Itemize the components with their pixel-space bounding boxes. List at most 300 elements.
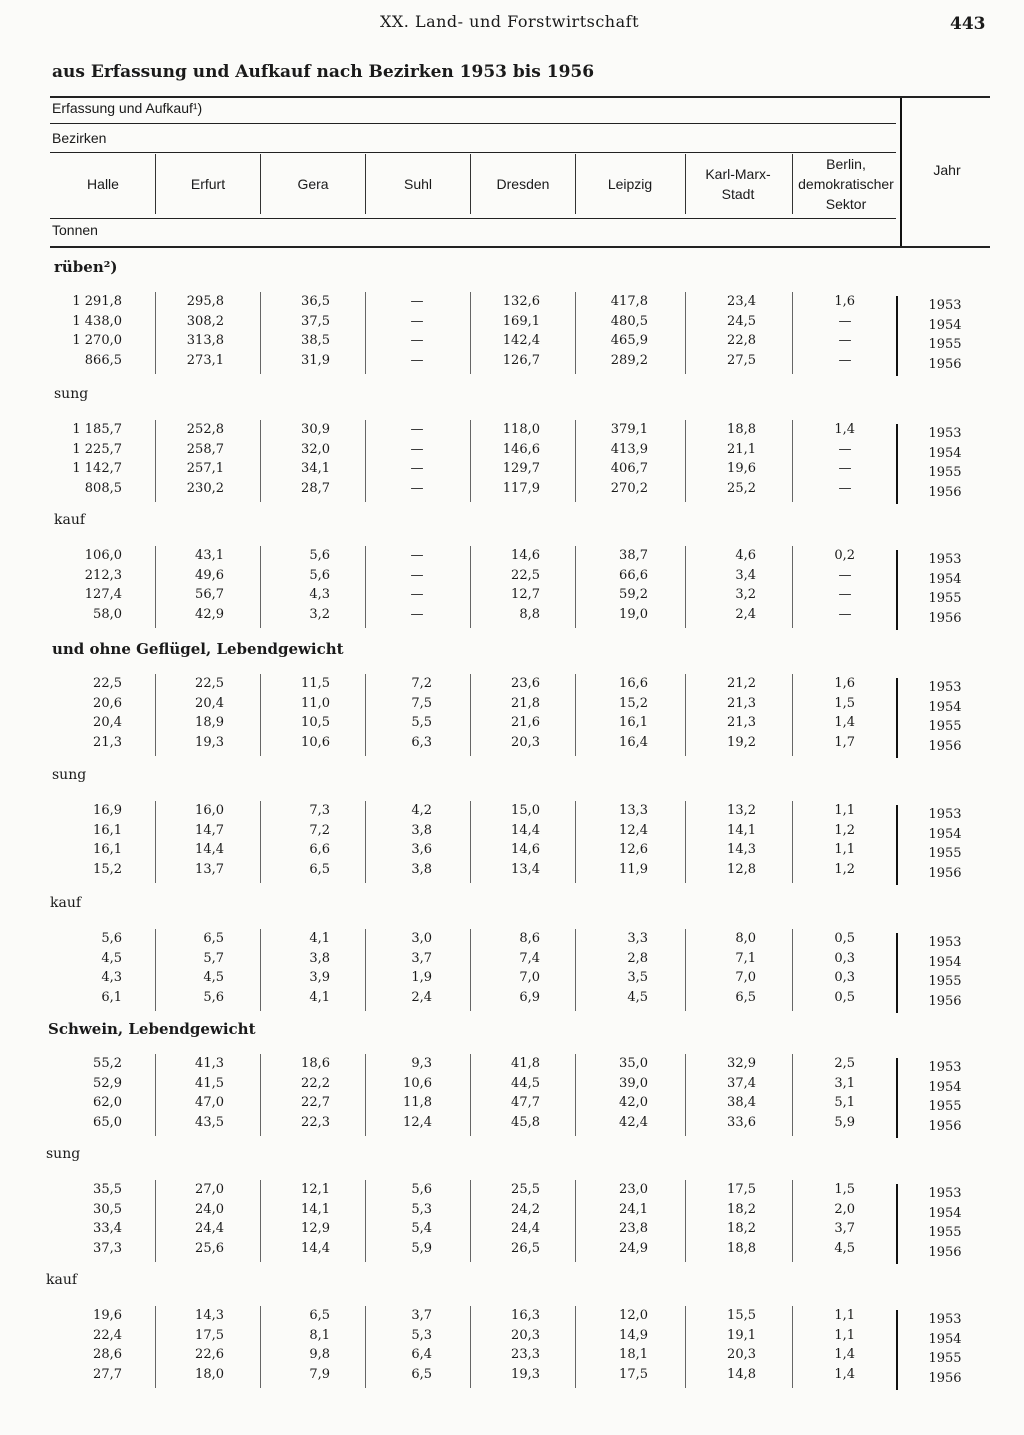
value-cell: 3,3 xyxy=(627,931,648,946)
value-cell: 1,9 xyxy=(411,970,432,985)
value-cell: 1,2 xyxy=(834,861,855,877)
value-cell: 808,5 xyxy=(84,480,122,496)
column-header-suhl: Suhl xyxy=(403,176,433,192)
empty-cell: — xyxy=(838,606,852,622)
column-rule xyxy=(260,1306,261,1388)
column-rule xyxy=(575,546,576,628)
value-cell: 1,1 xyxy=(834,803,855,818)
value-cell: 5,6 xyxy=(309,567,330,583)
value-cell: 7,5 xyxy=(411,695,432,711)
value-cell: 21,2 xyxy=(727,676,756,691)
year-cell: 1954 xyxy=(928,445,962,461)
header-bottom-rule xyxy=(50,246,990,248)
value-cell: 2,4 xyxy=(411,989,432,1005)
year-cell: 1954 xyxy=(928,1079,962,1095)
value-cell: 417,8 xyxy=(610,294,648,309)
column-header-erfurt: Erfurt xyxy=(190,176,226,192)
value-cell: 4,6 xyxy=(735,548,756,563)
value-cell: 52,9 xyxy=(93,1075,122,1091)
value-cell: 20,4 xyxy=(195,695,224,711)
value-cell: 5,4 xyxy=(411,1221,432,1236)
value-cell: 38,4 xyxy=(727,1095,756,1110)
year-rule xyxy=(896,678,898,758)
header-rule-2 xyxy=(50,152,896,153)
value-cell: 22,5 xyxy=(195,676,224,691)
value-cell: 230,2 xyxy=(186,480,224,496)
value-cell: 3,8 xyxy=(411,822,432,838)
value-cell: 16,0 xyxy=(195,803,224,818)
value-cell: 43,1 xyxy=(195,548,224,563)
value-cell: 12,4 xyxy=(619,822,648,838)
section-label: rüben²) xyxy=(54,258,118,276)
header-col-rule xyxy=(155,154,156,214)
column-rule xyxy=(685,546,686,628)
value-cell: 11,9 xyxy=(619,861,648,877)
column-rule xyxy=(685,292,686,374)
value-cell: 11,8 xyxy=(403,1095,432,1110)
value-cell: 252,8 xyxy=(186,422,224,437)
value-cell: 17,5 xyxy=(195,1327,224,1343)
column-header-karl-marx-stadt: Karl-Marx-Stadt xyxy=(705,166,771,202)
value-cell: 37,3 xyxy=(93,1240,122,1256)
value-cell: 16,9 xyxy=(93,803,122,818)
value-cell: 37,5 xyxy=(301,313,330,329)
value-cell: 27,0 xyxy=(195,1182,224,1197)
value-cell: 13,2 xyxy=(727,803,756,818)
column-rule xyxy=(470,292,471,374)
value-cell: 14,3 xyxy=(195,1308,224,1323)
value-cell: 127,4 xyxy=(84,587,122,602)
value-cell: 25,5 xyxy=(511,1182,540,1197)
empty-cell: — xyxy=(838,567,852,583)
empty-cell: — xyxy=(410,441,424,457)
header-bezirken-label: Bezirken xyxy=(52,130,107,146)
year-cell: 1954 xyxy=(928,317,962,333)
value-cell: 32,0 xyxy=(301,441,330,457)
year-cell: 1954 xyxy=(928,571,962,587)
year-cell: 1955 xyxy=(928,974,962,989)
value-cell: 5,6 xyxy=(309,548,330,563)
value-cell: 12,0 xyxy=(619,1308,648,1323)
value-cell: 4,1 xyxy=(309,989,330,1005)
column-rule xyxy=(365,801,366,883)
value-cell: 6,5 xyxy=(203,931,224,946)
value-cell: 41,8 xyxy=(511,1056,540,1071)
value-cell: 20,4 xyxy=(93,715,122,730)
value-cell: 62,0 xyxy=(93,1095,122,1110)
value-cell: 15,5 xyxy=(727,1308,756,1323)
value-cell: 146,6 xyxy=(502,441,540,457)
value-cell: 406,7 xyxy=(610,461,648,476)
value-cell: 3,4 xyxy=(735,567,756,583)
column-rule xyxy=(155,1180,156,1262)
value-cell: 42,9 xyxy=(195,606,224,622)
value-cell: 18,2 xyxy=(727,1201,756,1217)
header-group-label: Erfassung und Aufkauf¹) xyxy=(52,100,203,116)
column-rule xyxy=(365,1054,366,1136)
value-cell: 17,5 xyxy=(727,1182,756,1197)
value-cell: 2,4 xyxy=(735,606,756,622)
column-rule xyxy=(470,1180,471,1262)
year-cell: 1955 xyxy=(928,1351,962,1366)
column-rule xyxy=(260,292,261,374)
column-rule xyxy=(260,1054,261,1136)
value-cell: 273,1 xyxy=(186,352,224,368)
value-cell: 22,7 xyxy=(301,1095,330,1110)
value-cell: 3,7 xyxy=(411,1308,432,1323)
value-cell: 4,2 xyxy=(411,803,432,818)
value-cell: 66,6 xyxy=(619,567,648,583)
value-cell: 5,9 xyxy=(834,1114,855,1130)
value-cell: 8,1 xyxy=(309,1327,330,1343)
value-cell: 30,5 xyxy=(93,1201,122,1217)
value-cell: 14,4 xyxy=(511,822,540,838)
value-cell: 22,3 xyxy=(301,1114,330,1130)
empty-cell: — xyxy=(410,567,424,583)
empty-cell: — xyxy=(410,422,424,437)
column-rule xyxy=(685,1054,686,1136)
value-cell: 30,9 xyxy=(301,422,330,437)
value-cell: 13,3 xyxy=(619,803,648,818)
value-cell: 169,1 xyxy=(502,313,540,329)
empty-cell: — xyxy=(838,441,852,457)
value-cell: 4,5 xyxy=(101,950,122,966)
value-cell: 7,3 xyxy=(309,803,330,818)
year-cell: 1956 xyxy=(928,484,962,500)
value-cell: 126,7 xyxy=(502,352,540,368)
value-cell: 65,0 xyxy=(93,1114,122,1130)
empty-cell: — xyxy=(410,294,424,309)
value-cell: 14,1 xyxy=(301,1201,330,1217)
value-cell: 6,5 xyxy=(735,989,756,1005)
value-cell: 15,2 xyxy=(93,861,122,877)
value-cell: 6,1 xyxy=(101,989,122,1005)
value-cell: 3,6 xyxy=(411,842,432,857)
value-cell: 132,6 xyxy=(502,294,540,309)
running-head: XX. Land- und Forstwirtschaft xyxy=(380,12,639,31)
value-cell: 12,4 xyxy=(403,1114,432,1130)
value-cell: 12,7 xyxy=(511,587,540,602)
column-rule xyxy=(365,546,366,628)
value-cell: 295,8 xyxy=(186,294,224,309)
value-cell: 4,5 xyxy=(627,989,648,1005)
value-cell: 17,5 xyxy=(619,1366,648,1382)
value-cell: 14,6 xyxy=(511,548,540,563)
column-rule xyxy=(470,801,471,883)
value-cell: 18,0 xyxy=(195,1366,224,1382)
value-cell: 7,1 xyxy=(735,950,756,966)
header-top-rule xyxy=(50,96,990,98)
value-cell: 31,9 xyxy=(301,352,330,368)
value-cell: 7,2 xyxy=(309,822,330,838)
value-cell: 3,5 xyxy=(627,970,648,985)
column-rule xyxy=(792,420,793,502)
column-rule xyxy=(575,1054,576,1136)
value-cell: 47,7 xyxy=(511,1095,540,1110)
value-cell: 21,3 xyxy=(727,695,756,711)
value-cell: 33,4 xyxy=(93,1221,122,1236)
value-cell: 39,0 xyxy=(619,1075,648,1091)
header-rule-3 xyxy=(50,218,896,219)
value-cell: 20,3 xyxy=(511,734,540,750)
empty-cell: — xyxy=(410,333,424,348)
column-rule xyxy=(685,1306,686,1388)
year-cell: 1955 xyxy=(928,1225,962,1240)
value-cell: 212,3 xyxy=(84,567,122,583)
value-cell: 14,9 xyxy=(619,1327,648,1343)
value-cell: 36,5 xyxy=(301,294,330,309)
value-cell: 289,2 xyxy=(610,352,648,368)
value-cell: 1,4 xyxy=(834,1347,855,1362)
column-header-gera: Gera xyxy=(297,176,329,192)
column-rule xyxy=(470,929,471,1011)
value-cell: 2,8 xyxy=(627,950,648,966)
year-cell: 1955 xyxy=(928,719,962,734)
value-cell: 20,3 xyxy=(511,1327,540,1343)
year-cell: 1956 xyxy=(928,356,962,372)
value-cell: 19,0 xyxy=(619,606,648,622)
value-cell: 25,2 xyxy=(727,480,756,496)
value-cell: 6,9 xyxy=(519,989,540,1005)
year-cell: 1955 xyxy=(928,846,962,861)
value-cell: 38,7 xyxy=(619,548,648,563)
column-rule xyxy=(260,674,261,756)
section-label: sung xyxy=(54,386,89,402)
column-rule xyxy=(685,801,686,883)
year-rule xyxy=(896,1058,898,1138)
value-cell: 21,6 xyxy=(511,715,540,730)
value-cell: 0,5 xyxy=(834,931,855,946)
column-rule xyxy=(575,1180,576,1262)
value-cell: 35,0 xyxy=(619,1056,648,1071)
value-cell: 7,0 xyxy=(519,970,540,985)
column-rule xyxy=(260,929,261,1011)
value-cell: 28,7 xyxy=(301,480,330,496)
value-cell: 0,2 xyxy=(834,548,855,563)
value-cell: 12,6 xyxy=(619,842,648,857)
value-cell: 59,2 xyxy=(619,587,648,602)
value-cell: 58,0 xyxy=(93,606,122,622)
value-cell: 6,5 xyxy=(411,1366,432,1382)
value-cell: 19,2 xyxy=(727,734,756,750)
value-cell: 16,1 xyxy=(619,715,648,730)
value-cell: 24,4 xyxy=(511,1221,540,1236)
value-cell: 23,4 xyxy=(727,294,756,309)
header-col-rule xyxy=(365,154,366,214)
value-cell: 18,6 xyxy=(301,1056,330,1071)
empty-cell: — xyxy=(410,606,424,622)
value-cell: 1 438,0 xyxy=(72,313,122,329)
year-cell: 1953 xyxy=(928,680,962,695)
value-cell: 7,2 xyxy=(411,676,432,691)
value-cell: 11,0 xyxy=(301,695,330,711)
value-cell: 117,9 xyxy=(502,480,540,496)
empty-cell: — xyxy=(410,313,424,329)
column-rule xyxy=(575,801,576,883)
value-cell: 24,4 xyxy=(195,1221,224,1236)
year-rule xyxy=(896,550,898,630)
value-cell: 379,1 xyxy=(610,422,648,437)
column-rule xyxy=(155,674,156,756)
value-cell: 14,4 xyxy=(195,842,224,857)
value-cell: 41,5 xyxy=(195,1075,224,1091)
year-cell: 1956 xyxy=(928,1370,962,1386)
value-cell: 3,1 xyxy=(834,1075,855,1091)
value-cell: 15,0 xyxy=(511,803,540,818)
section-label: und ohne Geflügel, Lebendgewicht xyxy=(52,640,344,658)
value-cell: 24,9 xyxy=(619,1240,648,1256)
value-cell: 23,6 xyxy=(511,676,540,691)
empty-cell: — xyxy=(410,480,424,496)
column-rule xyxy=(470,546,471,628)
value-cell: 14,7 xyxy=(195,822,224,838)
value-cell: 4,5 xyxy=(834,1240,855,1256)
value-cell: 22,4 xyxy=(93,1327,122,1343)
column-rule xyxy=(792,1054,793,1136)
value-cell: 45,8 xyxy=(511,1114,540,1130)
value-cell: 4,3 xyxy=(309,587,330,602)
column-rule xyxy=(792,674,793,756)
empty-cell: — xyxy=(838,352,852,368)
value-cell: 1,6 xyxy=(834,294,855,309)
value-cell: 14,1 xyxy=(727,822,756,838)
value-cell: 1,4 xyxy=(834,422,855,437)
value-cell: 2,5 xyxy=(834,1056,855,1071)
year-cell: 1956 xyxy=(928,610,962,626)
year-cell: 1953 xyxy=(928,935,962,950)
value-cell: 1,5 xyxy=(834,1182,855,1197)
value-cell: 1,6 xyxy=(834,676,855,691)
table-title: aus Erfassung und Aufkauf nach Bezirken 1953 bis 1956 xyxy=(52,62,595,82)
value-cell: 3,2 xyxy=(309,606,330,622)
value-cell: 1,7 xyxy=(834,734,855,750)
year-cell: 1954 xyxy=(928,826,962,842)
value-cell: 7,0 xyxy=(735,970,756,985)
empty-cell: — xyxy=(410,548,424,563)
value-cell: 24,5 xyxy=(727,313,756,329)
value-cell: 19,6 xyxy=(727,461,756,476)
year-rule xyxy=(896,1310,898,1390)
value-cell: 5,9 xyxy=(411,1240,432,1256)
value-cell: 258,7 xyxy=(186,441,224,457)
value-cell: 1,4 xyxy=(834,1366,855,1382)
value-cell: 47,0 xyxy=(195,1095,224,1110)
value-cell: 7,9 xyxy=(309,1366,330,1382)
page-number: 443 xyxy=(950,14,986,34)
value-cell: 56,7 xyxy=(195,587,224,602)
value-cell: 37,4 xyxy=(727,1075,756,1091)
value-cell: 6,3 xyxy=(411,734,432,750)
column-rule xyxy=(365,1306,366,1388)
column-rule xyxy=(155,1306,156,1388)
value-cell: 8,6 xyxy=(519,931,540,946)
value-cell: 13,4 xyxy=(511,861,540,877)
value-cell: 18,2 xyxy=(727,1221,756,1236)
value-cell: 14,3 xyxy=(727,842,756,857)
value-cell: 257,1 xyxy=(186,461,224,476)
value-cell: 18,1 xyxy=(619,1347,648,1362)
value-cell: 5,1 xyxy=(834,1095,855,1110)
header-col-rule xyxy=(470,154,471,214)
value-cell: 6,5 xyxy=(309,861,330,877)
value-cell: 106,0 xyxy=(84,548,122,563)
value-cell: 3,8 xyxy=(309,950,330,966)
column-header-jahr: Jahr xyxy=(933,162,961,178)
value-cell: 129,7 xyxy=(502,461,540,476)
column-rule xyxy=(260,420,261,502)
year-cell: 1953 xyxy=(928,298,962,313)
empty-cell: — xyxy=(410,587,424,602)
value-cell: 3,7 xyxy=(834,1221,855,1236)
year-cell: 1956 xyxy=(928,993,962,1009)
year-cell: 1954 xyxy=(928,1331,962,1347)
value-cell: 10,6 xyxy=(301,734,330,750)
value-cell: 42,0 xyxy=(619,1095,648,1110)
value-cell: 1,1 xyxy=(834,842,855,857)
value-cell: 19,3 xyxy=(195,734,224,750)
year-cell: 1954 xyxy=(928,699,962,715)
value-cell: 22,5 xyxy=(93,676,122,691)
value-cell: 7,4 xyxy=(519,950,540,966)
value-cell: 20,3 xyxy=(727,1347,756,1362)
value-cell: 313,8 xyxy=(186,333,224,348)
header-rule-1 xyxy=(50,123,896,124)
column-rule xyxy=(792,546,793,628)
column-header-leipzig: Leipzig xyxy=(607,176,653,192)
year-rule xyxy=(896,1184,898,1264)
value-cell: 4,1 xyxy=(309,931,330,946)
column-rule xyxy=(685,674,686,756)
header-col-rule xyxy=(792,154,793,214)
value-cell: 5,3 xyxy=(411,1327,432,1343)
value-cell: 16,1 xyxy=(93,822,122,838)
value-cell: 23,0 xyxy=(619,1182,648,1197)
value-cell: 9,3 xyxy=(411,1056,432,1071)
column-rule xyxy=(575,674,576,756)
value-cell: 1 142,7 xyxy=(72,461,122,476)
column-rule xyxy=(792,929,793,1011)
header-col-rule xyxy=(685,154,686,214)
value-cell: 32,9 xyxy=(727,1056,756,1071)
section-label: kauf xyxy=(46,1272,78,1288)
empty-cell: — xyxy=(410,352,424,368)
value-cell: 6,4 xyxy=(411,1347,432,1362)
column-rule xyxy=(155,1054,156,1136)
value-cell: 1,1 xyxy=(834,1308,855,1323)
value-cell: 24,0 xyxy=(195,1201,224,1217)
value-cell: 33,6 xyxy=(727,1114,756,1130)
value-cell: 16,6 xyxy=(619,676,648,691)
value-cell: 18,8 xyxy=(727,422,756,437)
value-cell: 480,5 xyxy=(610,313,648,329)
column-rule xyxy=(685,1180,686,1262)
value-cell: 21,3 xyxy=(93,734,122,750)
year-cell: 1954 xyxy=(928,1205,962,1221)
column-rule xyxy=(260,1180,261,1262)
empty-cell: — xyxy=(838,313,852,329)
column-rule xyxy=(792,801,793,883)
year-cell: 1953 xyxy=(928,1312,962,1327)
year-cell: 1953 xyxy=(928,1186,962,1201)
column-rule xyxy=(365,1180,366,1262)
value-cell: 27,7 xyxy=(93,1366,122,1382)
value-cell: 21,3 xyxy=(727,715,756,730)
column-rule xyxy=(470,674,471,756)
value-cell: 6,5 xyxy=(309,1308,330,1323)
value-cell: 14,4 xyxy=(301,1240,330,1256)
value-cell: 1,4 xyxy=(834,715,855,730)
year-cell: 1953 xyxy=(928,552,962,567)
